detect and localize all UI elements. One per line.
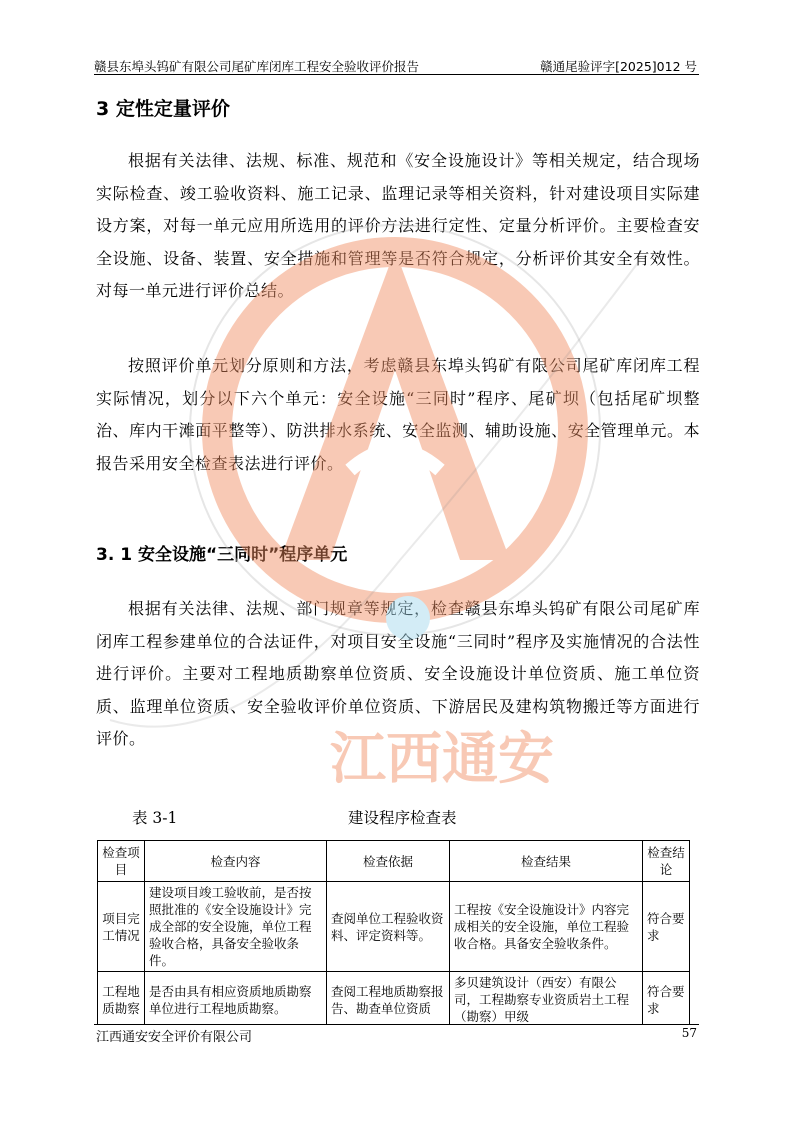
row-content: 建设项目竣工验收前，是否按照批准的《安全设施设计》完成全部的安全设施，单位工程验收合格，具备安全验收条件。 <box>145 882 327 972</box>
seal-text: 江西通安 <box>330 727 554 792</box>
table-row <box>98 972 690 1025</box>
page-number: 57 <box>681 1026 697 1040</box>
row-conclusion: 符合要求 <box>643 972 690 1025</box>
report-title-header: 赣县东埠头钨矿有限公司尾矿库闭库工程安全验收评价报告 <box>94 59 420 74</box>
table-caption-number: 表 3-1 <box>132 809 178 827</box>
table-header-row <box>98 841 690 882</box>
row-result: 多贝建筑设计（西安）有限公司，工程勘察专业资质岩土工程（勘察）甲级 <box>450 972 643 1025</box>
header-basis: 检查依据 <box>327 841 450 882</box>
row-basis: 查阅工程地质勘察报告、勘查单位资质 <box>327 972 450 1025</box>
row-basis: 查阅单位工程验收资料、评定资料等。 <box>327 882 450 972</box>
subsection-paragraph: 根据有关法律、法规、部门规章等规定，检查赣县东埠头钨矿有限公司尾矿库闭库工程参建单位的合法证件，对项目安全设施“三同时”程序及实施情况的合法性进行评价。主要对工程地质勘察单位资质、安全设施设计单位资质、施工单位资质、监理单位资质、安全验收评价单位资质、下游居民及建构筑物搬迁等方面进行评价。 <box>96 599 700 749</box>
section-heading: 3 定性定量评价 <box>96 98 230 120</box>
row-item: 工程地质勘察 <box>98 972 145 1025</box>
row-item: 项目完工情况 <box>98 882 145 972</box>
section-paragraph-1: 根据有关法律、法规、标准、规范和《安全设施设计》等相关规定，结合现场实际检查、竣工验收资料、施工记录、监理记录等相关资料，针对建设项目实际建设方案，对每一单元应用所选用的评价方法进行定性、定量分析评价。主要检查安全设施、设备、装置、安全措施和管理等是否符合规定，分析评价其安全有效性。对每一单元进行评价总结。 <box>96 151 700 301</box>
table-row <box>98 882 690 972</box>
footer-company: 江西通安安全评价有限公司 <box>96 1030 253 1045</box>
row-conclusion: 符合要求 <box>643 882 690 972</box>
header-conclusion: 检查结论 <box>643 841 690 882</box>
subsection-heading: 3. 1 安全设施“三同时”程序单元 <box>96 545 348 565</box>
report-number-header: 赣通尾验评字[2025]012 号 <box>540 59 697 74</box>
row-result: 工程按《安全设施设计》内容完成相关的安全设施，单位工程验收合格。具备安全验收条件。 <box>450 882 643 972</box>
header-result: 检查结果 <box>450 841 643 882</box>
row-content: 是否由具有相应资质地质勘察单位进行工程地质勘察。 <box>145 972 327 1025</box>
footer-divider <box>94 1024 699 1025</box>
table-caption-title: 建设程序检查表 <box>348 809 457 827</box>
header-item: 检查项目 <box>98 841 145 882</box>
header-content: 检查内容 <box>145 841 327 882</box>
construction-procedure-check-table <box>97 840 690 1024</box>
section-paragraph-2: 按照评价单元划分原则和方法，考虑赣县东埠头钨矿有限公司尾矿库闭库工程实际情况，划分以下六个单元：安全设施“三同时”程序、尾矿坝（包括尾矿坝整治、库内干滩面平整等）、防洪排水系统、安全监测、辅助设施、安全管理单元。本报告采用安全检查表法进行评价。 <box>96 356 700 473</box>
